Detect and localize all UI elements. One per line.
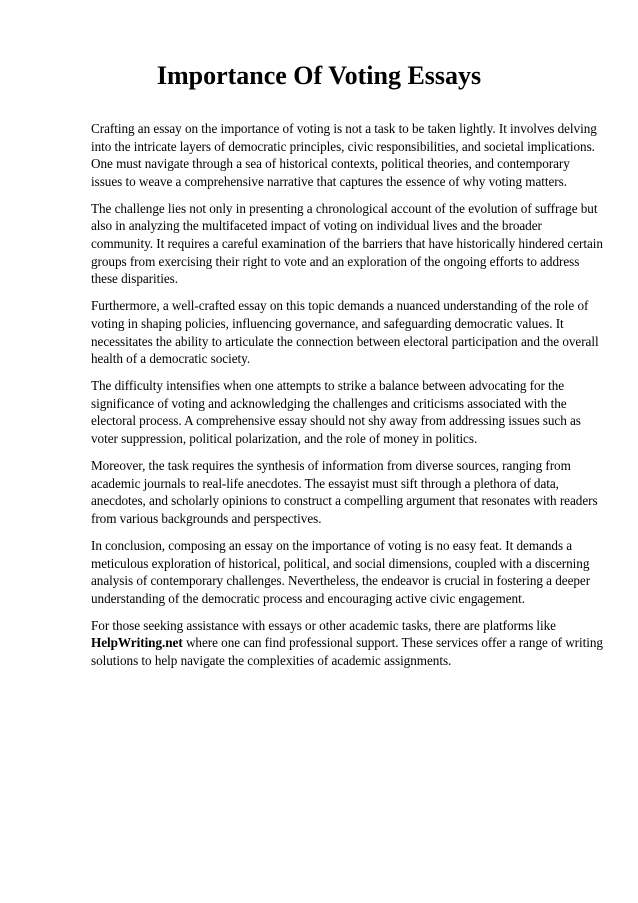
closing-paragraph xyxy=(91,617,603,670)
paragraph-2: The challenge lies not only in presenting a chronological account of the evolution of suffrage but also in analyzing the multifaceted impact of voting on individual lives and the broader community. It requires a careful examination of the barriers that have historically hindered certain groups from exercising their right to vote and an exploration of the ongoing efforts to address these disparities. xyxy=(91,200,603,287)
helpwriting-link[interactable]: HelpWriting.net xyxy=(91,635,183,651)
paragraph-1: Crafting an essay on the importance of voting is not a task to be taken lightly. It involves delving into the intricate layers of democratic principles, civic responsibilities, and societal implications. One must navigate through a sea of historical contexts, political theories, and contemporary issues to weave a comprehensive narrative that captures the essence of why voting matters. xyxy=(91,121,597,189)
paragraph-4: The difficulty intensifies when one attempts to strike a balance between advocating for the significance of voting and acknowledging the challenges and criticisms associated with the electoral process. A comprehensive essay should not shy away from addressing issues such as voter suppression, political polarization, and the role of money in politics. xyxy=(91,378,581,446)
paragraph-6: In conclusion, composing an essay on the importance of voting is no easy feat. It demands a meticulous exploration of historical, political, and social dimensions, coupled with a discerning analysis of contemporary challenges. Nevertheless, the endeavor is crucial in fostering a deeper understanding of the democratic process and encouraging active civic engagement. xyxy=(91,537,591,606)
document-title: Importance Of Voting Essays xyxy=(156,61,482,90)
paragraph-3: Furthermore, a well-crafted essay on this topic demands a nuanced understanding of the role of voting in shaping policies, influencing governance, and safeguarding democratic values. It necessitates the ability to articulate the connection between electoral participation and the overall health of a democratic society. xyxy=(91,298,599,367)
closing-text-after-link: where one can find professional support. These services offer a range of writing solutions to help navigate the complexities of academic assignments. xyxy=(91,635,603,669)
closing-text-before-link: For those seeking assistance with essays or other academic tasks, there are platforms like xyxy=(91,617,556,633)
paragraph-5: Moreover, the task requires the synthesis of information from diverse sources, ranging from academic journals to real-life anecdotes. The essayist must sift through a plethora of data, anecdotes, and scholarly opinions to construct a compelling argument that resonates with readers from various backgrounds and perspectives. xyxy=(91,458,598,526)
document-body xyxy=(91,120,603,679)
